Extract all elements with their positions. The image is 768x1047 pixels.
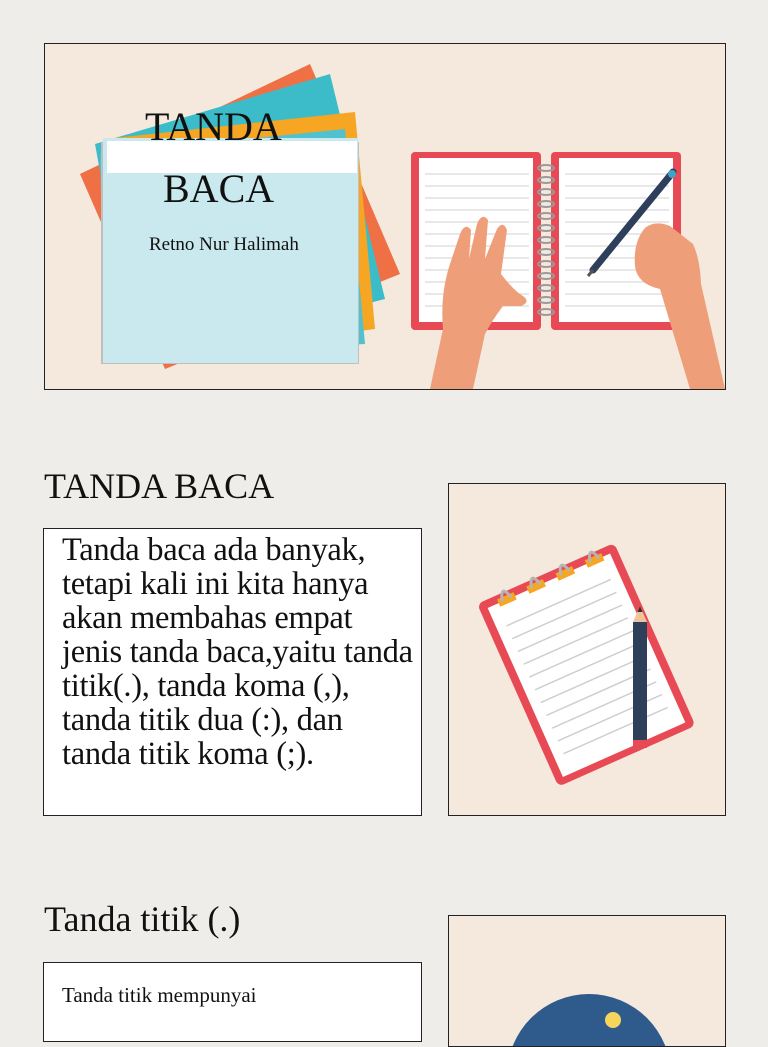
section1-heading: TANDA BACA bbox=[44, 466, 275, 506]
pencil-icon bbox=[633, 606, 647, 748]
illustration-image bbox=[448, 915, 726, 1047]
cover-title bbox=[145, 96, 282, 220]
section1-body: Tanda baca ada banyak, tetapi kali ini kita hanya akan membahas empat jenis tanda baca,yaitu tanda titik(.), tanda koma (,), tanda titik dua (:), dan tanda titik koma (;). bbox=[43, 528, 422, 816]
cover-title-line2: BACA bbox=[163, 166, 275, 211]
cover-slide bbox=[44, 43, 726, 390]
notepad-image bbox=[448, 483, 726, 816]
cover-title-line1: TANDA bbox=[145, 104, 282, 149]
notepad-pencil-icon bbox=[449, 484, 725, 815]
section2-heading: Tanda titik (.) bbox=[44, 899, 241, 939]
cover-author: Retno Nur Halimah bbox=[149, 234, 299, 255]
section2-body: Tanda titik mempunyai bbox=[43, 962, 422, 1042]
circle-illustration-icon bbox=[449, 916, 725, 1046]
